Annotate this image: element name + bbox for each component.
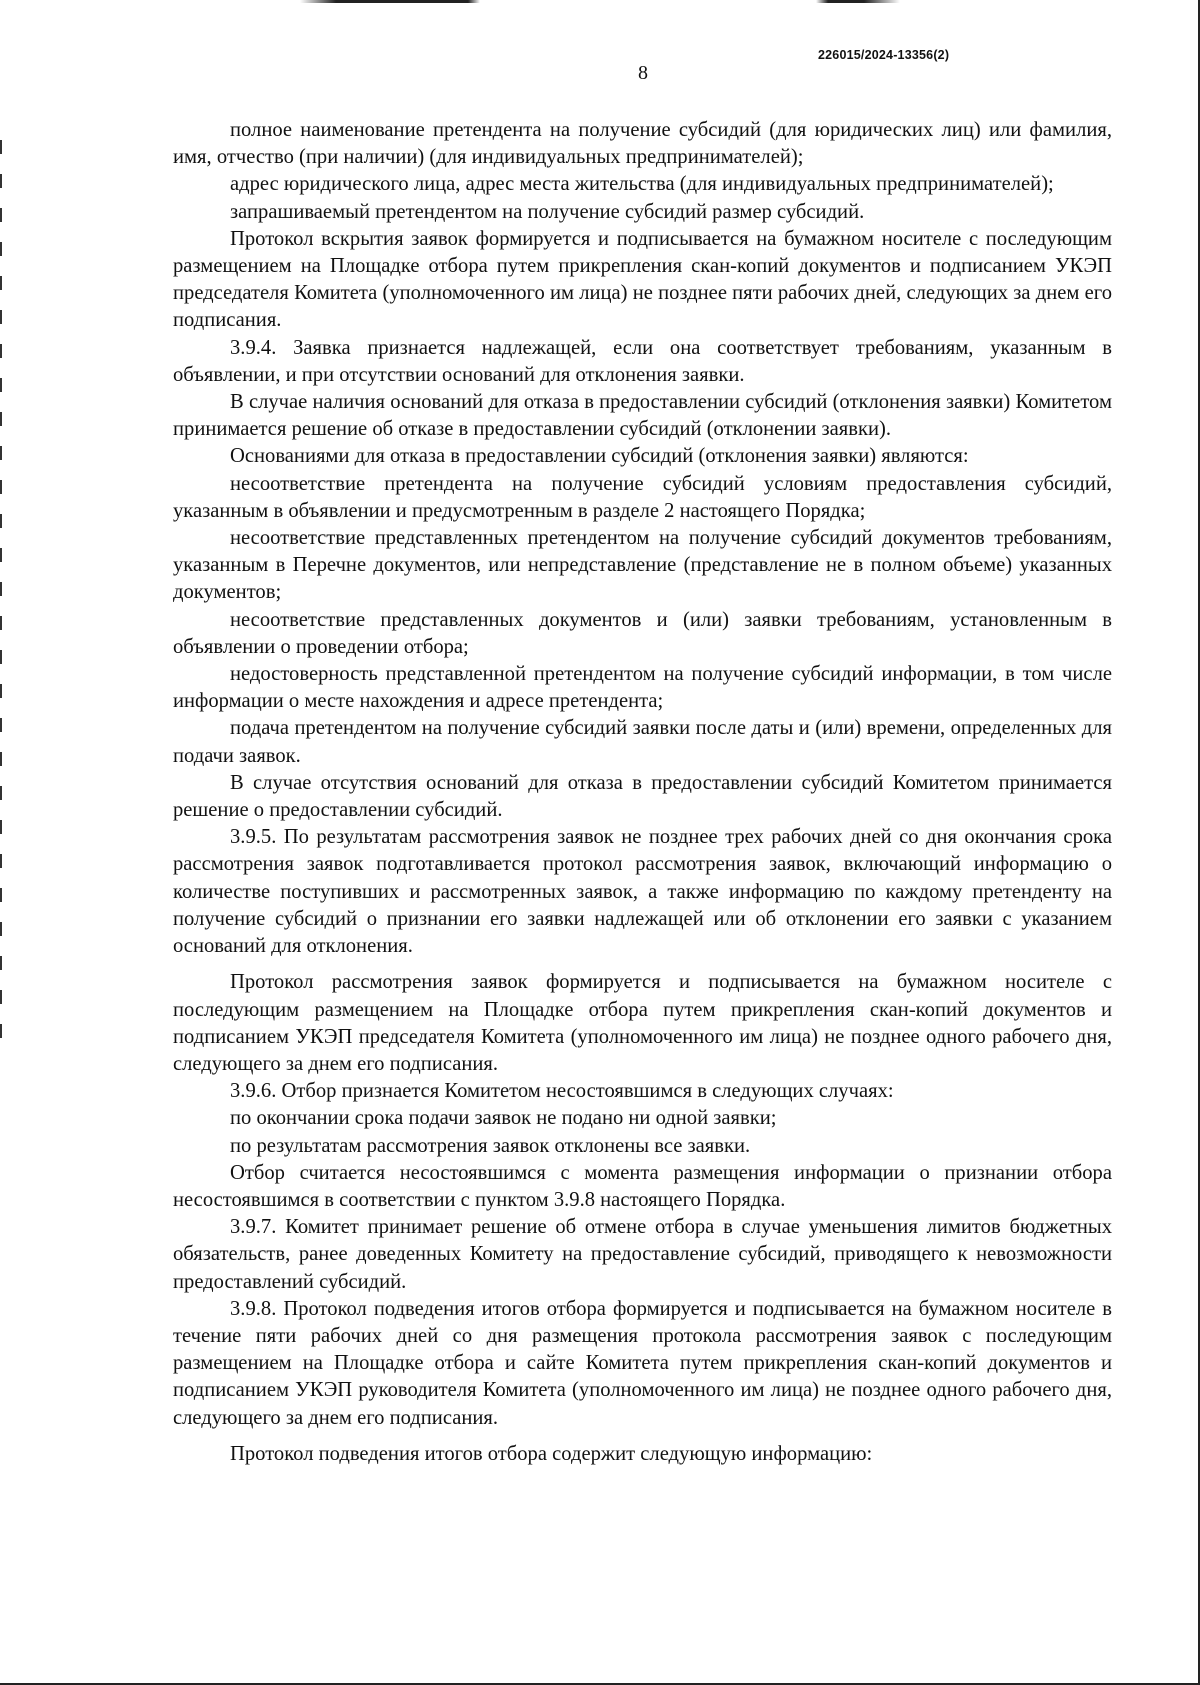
paragraph: подача претендентом на получение субсидий заявки после даты и (или) времени, определенных для подачи заявок. [173,717,1112,767]
paragraph: несоответствие претендента на получение субсидий условиям предоставления субсидий, указанным в объявлении и предусмотренным в разделе 2 настоящего Порядка; [173,472,1112,522]
paragraph: по результатам рассмотрения заявок отклонены все заявки. [230,1134,751,1157]
document-registration-number: 226015/2024-13356(2) [818,48,950,62]
paragraph: В случае наличия оснований для отказа в предоставлении субсидий (отклонения заявки) Комитетом принимается решение об отказе в предоставлении субсидий (отклонении заявки). [173,391,1112,441]
paragraph: Протокол вскрытия заявок формируется и подписывается на бумажном носителе с последующим размещением на Площадке отбора путем прикрепления скан-копий документов и подписанием УКЭП председателя Комитета (уполномоченного им лица) не позднее пяти рабочих дней, следующих за днем его подписания. [173,227,1112,332]
paragraph: Протокол подведения итогов отбора содержит следующую информацию: [230,1442,873,1465]
page-number: 8 [638,62,648,84]
paragraph: по окончании срока подачи заявок не подано ни одной заявки; [230,1107,777,1130]
paragraph: 3.9.5. По результатам рассмотрения заявок не позднее трех рабочих дней со дня окончания срока рассмотрения заявок подготавливается протокол рассмотрения заявок, включающий информацию о количестве поступивших и рассмотренных заявок, а также информацию по каждому претенденту на получение субсидий о признании его заявки надлежащей или об отклонении его заявки с указанием оснований для отклонения. [173,826,1112,958]
document-body [173,117,1112,1468]
paragraph: недостоверность представленной претендентом на получение субсидий информации, в том числе информации о месте нахождения и адресе претендента; [173,663,1112,713]
paragraph: Отбор считается несостоявшимся с момента размещения информации о признании отбора несостоявшимся в соответствии с пунктом 3.9.8 настоящего Порядка. [173,1161,1112,1211]
paragraph: Основаниями для отказа в предоставлении субсидий (отклонения заявки) являются: [230,445,969,468]
paragraph: В случае отсутствия оснований для отказа в предоставлении субсидий Комитетом принимается решение о предоставлении субсидий. [173,771,1112,822]
paragraph: несоответствие представленных документов и (или) заявки требованиям, установленным в объявлении о проведении отбора; [173,608,1112,658]
paragraph: полное наименование претендента на получение субсидий (для юридических лиц) или фамилия, имя, отчество (при наличии) (для индивидуальных предпринимателей); [173,119,1112,169]
scan-edge-top [300,0,900,3]
paragraph: несоответствие представленных претендентом на получение субсидий документов требованиям, указанным в Перечне документов, или непредставление (представление не в полном объеме) указанных документов; [173,527,1112,604]
paragraph: 3.9.7. Комитет принимает решение об отмене отбора в случае уменьшения лимитов бюджетных обязательств, ранее доведенных Комитету на предоставление субсидий, приводящего к невозможности предоставлений субсидий. [173,1216,1112,1293]
paragraph: запрашиваемый претендентом на получение субсидий размер субсидий. [230,200,865,223]
paragraph: 3.9.4. Заявка признается надлежащей, если она соответствует требованиям, указанным в объявлении, и при отсутствии оснований для отклонения заявки. [173,336,1112,386]
scan-edge-left [0,140,2,1040]
paragraph: адрес юридического лица, адрес места жительства (для индивидуальных предпринимателей); [230,173,1054,196]
paragraph: 3.9.6. Отбор признается Комитетом несостоявшимся в следующих случаях: [230,1080,894,1103]
paragraph: Протокол рассмотрения заявок формируется и подписывается на бумажном носителе с последующим размещением на Площадке отбора путем прикрепления скан-копий документов и подписанием УКЭП председателя Комитета (уполномоченного им лица) не позднее одного рабочего дня, следующего за днем его подписания. [173,971,1112,1075]
paragraph: 3.9.8. Протокол подведения итогов отбора формируется и подписывается на бумажном носителе в течение пяти рабочих дней со дня размещения протокола рассмотрения заявок с последующим размещением на Площадке отбора и сайте Комитета путем прикрепления скан-копий документов и подписанием УКЭП руководителя Комитета (уполномоченного им лица) не позднее одного рабочего дня, следующего за днем его подписания. [173,1297,1112,1429]
